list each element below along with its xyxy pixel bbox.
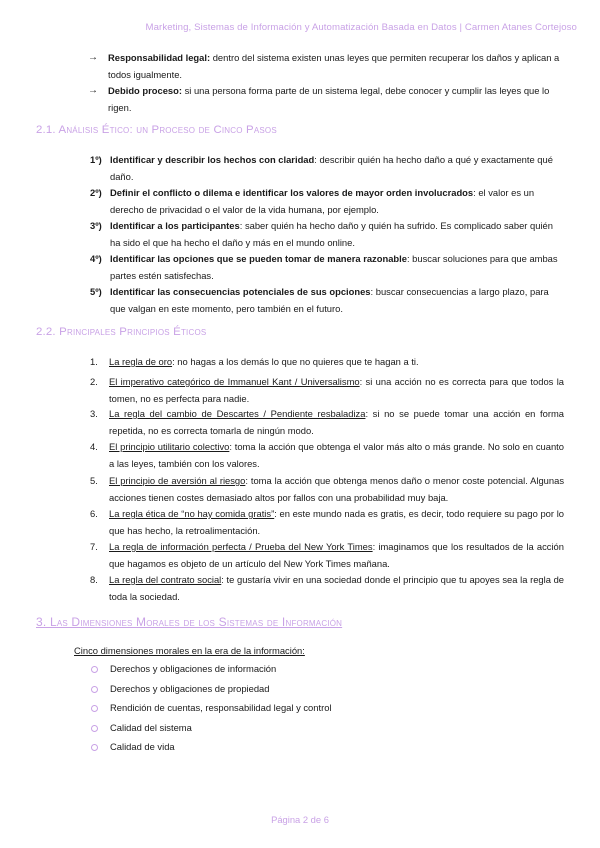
dimensions-intro: Cinco dimensiones morales en la era de la información: [74,645,305,656]
page-footer: Página 2 de 6 [271,814,329,825]
step-3 [90,218,564,251]
principle-3 [90,406,564,439]
principle-2 [90,374,564,407]
step-2 [90,185,564,218]
section-heading-2-2: 2.2. Principales Principios Éticos [36,326,207,338]
step-number: 1º) [90,154,102,165]
principle-lead: El imperativo categórico de Immanuel Kant / Universalismo [109,376,360,387]
step-lead: Identificar las opciones que se pueden tomar de manera razonable [110,253,407,264]
step-text: : saber quién ha hecho daño y quién ha sufrido. Es complicado saber quién ha sido el que ha hecho el daño y más en el mundo online. [110,220,553,248]
principle-text: : imaginamos que los resultados de la acción que hagamos es objeto de un artículo del New York Times mañana. [109,541,564,569]
list-item-text: Calidad de vida [110,741,175,752]
arrow-item-debido-proceso [88,83,564,116]
page-header: Marketing, Sistemas de Información y Automatización Basada en Datos | Carmen Atanes Cortejoso [145,22,577,33]
principle-5 [90,473,564,506]
principle-text: : si no se puede tomar una acción en forma repetida, no es correcta tomarla de ningún modo. [109,408,564,436]
bullet-circle-icon [91,744,98,751]
section-heading-3: 3. Las Dimensiones Morales de los Sistemas de Información [36,615,343,629]
principle-text: : no hagas a los demás lo que no quieres que te hagan a ti. [172,356,419,367]
principle-lead: El principio de aversión al riesgo [109,475,246,486]
list-item-text: Rendición de cuentas, responsabilidad legal y control [110,702,332,713]
principle-number: 8. [90,574,98,585]
arrow-item-text: dentro del sistema existen unas leyes que permiten recuperar los daños y aplican a todos igualmente. [108,52,560,80]
principle-4 [90,439,564,472]
list-item-text: Calidad del sistema [110,721,192,733]
step-text: : buscar soluciones para que ambas partes estén satisfechas. [110,253,558,281]
principle-text: : toma la acción que obtenga el valor más alto o más grande. No solo en cuanto a las leyes, también con los valores. [109,441,564,469]
step-4 [90,251,564,284]
section-heading-2-1: 2.1. Análisis Ético: un Proceso de Cinco Pasos [36,124,277,136]
principle-number: 6. [90,508,98,519]
principle-lead: La regla de oro [109,356,173,367]
principle-number: 7. [90,541,98,552]
principle-text: : si una acción no es correcta para que todos la tomen, no es perfecta para nadie. [109,376,565,404]
arrow-right-icon: → [88,52,98,63]
list-item [90,739,332,759]
principle-8 [90,572,564,605]
step-number: 5º) [90,286,102,297]
principle-number: 5. [90,475,98,486]
step-lead: Identificar las consecuencias potenciales de sus opciones [110,286,371,297]
step-text: : el valor es un derecho de privacidad o el valor de la vida humana, por ejemplo. [110,187,535,215]
bullet-circle-icon [91,725,98,732]
principle-number: 1. [90,356,98,367]
bullet-circle-icon [91,666,98,673]
principle-text: : toma la acción que obtenga menos daño o menor coste potencial. Algunas acciones tienen costes demasiado altos por fallos con una probabilidad muy baja. [109,475,565,503]
arrow-item-lead: Responsabilidad legal: [108,52,211,63]
step-text: : describir quién ha hecho daño a qué y exactamente qué daño. [110,154,553,182]
step-number: 3º) [90,220,102,231]
step-lead: Identificar y describir los hechos con claridad [110,154,315,165]
principle-7 [90,539,564,572]
bullet-circle-icon [91,686,98,693]
principle-1 [90,354,564,371]
principle-lead: La regla de información perfecta / Prueba del New York Times [109,541,373,552]
bullet-circle-icon [91,705,98,712]
dimensions-list [90,661,332,759]
list-item-text: Derechos y obligaciones de información [110,663,277,674]
list-item [90,661,332,681]
arrow-item-lead: Debido proceso: [108,85,182,96]
principle-lead: La regla ética de “no hay comida gratis” [109,508,275,519]
list-item [90,720,332,740]
arrow-item-responsabilidad-legal [88,50,564,83]
step-1 [90,152,564,185]
step-number: 2º) [90,187,102,198]
principle-number: 4. [90,441,98,452]
list-item [90,700,332,720]
principle-text: : en este mundo nada es gratis, es decir, todo requiere su pago por lo que has hecho, la retroalimentación. [109,508,564,536]
step-5 [90,284,564,317]
step-number: 4º) [90,253,102,264]
step-text: : buscar consecuencias a largo plazo, para que valgan en este momento, pero también en el futuro. [110,286,549,314]
step-lead: Identificar a los participantes [110,220,240,231]
step-lead: Definir el conflicto o dilema e identificar los valores de mayor orden involucrados [110,187,474,198]
list-item-text: Derechos y obligaciones de propiedad [110,682,270,694]
principle-number: 3. [90,408,98,419]
principle-6 [90,506,564,539]
arrow-item-text: si una persona forma parte de un sistema legal, debe conocer y cumplir las leyes que lo rigen. [108,85,550,113]
principle-text: : te gustaría vivir en una sociedad donde el principio que tu apoyes sea la regla de toda la sociedad. [109,574,565,602]
principle-number: 2. [90,376,98,387]
principle-lead: El principio utilitario colectivo [109,441,230,452]
principle-lead: La regla del contrato social [109,574,222,585]
list-item [90,681,332,701]
arrow-right-icon: → [88,85,98,96]
principle-lead: La regla del cambio de Descartes / Pendiente resbaladiza [109,408,366,419]
